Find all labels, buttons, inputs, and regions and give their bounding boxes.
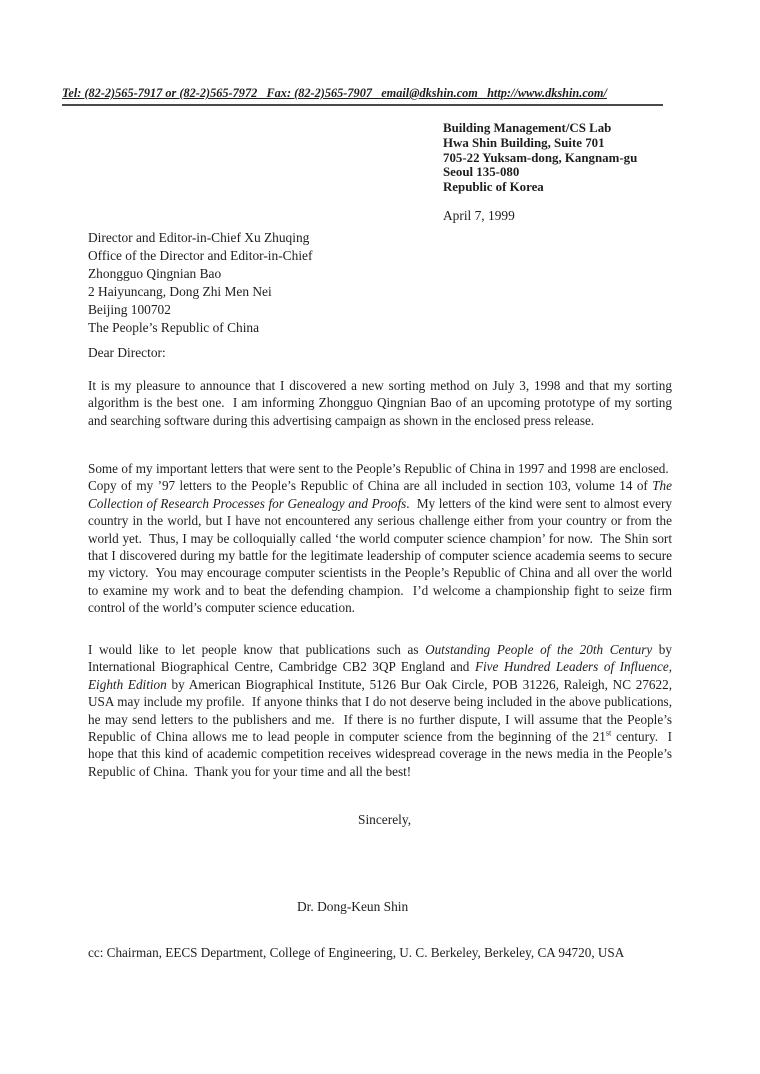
salutation: Dear Director:: [88, 345, 166, 360]
cc-line: cc: Chairman, EECS Department, College of Engineering, U. C. Berkeley, Berkeley, CA 94720, USA: [88, 945, 625, 960]
publication-title: Outstanding People of the 20th Century: [425, 642, 653, 657]
sender-line: 705-22 Yuksam-dong, Kangnam-gu: [443, 150, 638, 165]
signature-name: Dr. Dong-Keun Shin: [297, 899, 409, 914]
body-paragraph-2: [88, 460, 672, 617]
sender-address-block: [443, 121, 637, 195]
recipient-line: Director and Editor-in-Chief Xu Zhuqing: [88, 230, 310, 245]
paragraph-text: century. I hope that this kind of academic competition receives widespread coverage in the news media in the People’s Republic of China. Thank you for your time and all the best!: [88, 729, 672, 779]
recipient-line: Office of the Director and Editor-in-Chief: [88, 248, 313, 263]
letterhead-contact-line: Tel: (82-2)565-7917 or (82-2)565-7972 Fax: (82-2)565-7907 email@dkshin.com http://www.dkshin.com/: [62, 86, 607, 100]
paragraph-text: by International Biographical Centre, Cambridge CB2 3QP England and: [88, 642, 672, 675]
paragraph-text: ,: [668, 659, 672, 675]
closing-line: Sincerely,: [358, 812, 412, 827]
recipient-line: The People’s Republic of China: [88, 320, 260, 335]
body-paragraph-3: [88, 641, 672, 780]
sender-line: Hwa Shin Building, Suite 701: [443, 135, 605, 150]
body-paragraph-1: [88, 377, 672, 429]
ordinal-superscript: st: [605, 728, 612, 738]
paragraph-text: . My letters of the kind were sent to almost every country in the world, but I have not encountered any serious challenge either from your country or from the world yet. Thus, I may be colloquially called ‘the world computer science champion’ for now. The Shin sort that I discovered during my battle for the legitimate leadership of computer science academia seems to secure my victory. You may encourage computer scientists in the People’s Republic of China and all over the world to examine my work and to beat the defending champion. I’d welcome a championship fight to seize firm control of the world’s computer science education.: [88, 495, 672, 616]
recipient-line: 2 Haiyuncang, Dong Zhi Men Nei: [88, 284, 272, 299]
date-line: April 7, 1999: [443, 208, 515, 223]
paragraph-text: I would like to let people know that publications such as: [88, 642, 426, 657]
book-title: The Collection of Research Processes for Genealogy and Proofs: [88, 478, 672, 511]
sender-line: Republic of Korea: [443, 180, 544, 195]
recipient-address-block: [88, 229, 312, 337]
paragraph-text: Some of my important letters that were sent to the People’s Republic of China in 1997 and 1998 are enclosed. Copy of my ’97 letters to the People’s Republic of China are all included in section 103, volume 14 of: [88, 461, 672, 494]
publication-title: Five Hundred Leaders of Influence: [474, 659, 669, 675]
sender-line: Building Management/CS Lab: [443, 121, 612, 135]
letterhead-rule: [62, 86, 663, 106]
sender-line: Seoul 135-080: [443, 165, 520, 180]
recipient-line: Zhongguo Qingnian Bao: [88, 266, 222, 281]
publication-edition: Eighth Edition: [88, 676, 167, 692]
paragraph-text: by American Biographical Institute, 5126 Bur Oak Circle, POB 31226, Raleigh, NC 27622, USA may include my profile. If anyone thinks that I do not deserve being included in the above publications, he may send letters to the publishers and me. If there is no further dispute, I will assume that the People’s Republic of China allows me to lead people in computer science from the beginning of the 21: [88, 676, 673, 745]
paragraph-text: It is my pleasure to announce that I discovered a new sorting method on July 3, 1998 and that my sorting algorithm is the best one. I am informing Zhongguo Qingnian Bao of an upcoming prototype of my sorting and searching software during this advertising campaign as shown in the enclosed press release.: [88, 378, 672, 428]
recipient-line: Beijing 100702: [88, 302, 171, 317]
